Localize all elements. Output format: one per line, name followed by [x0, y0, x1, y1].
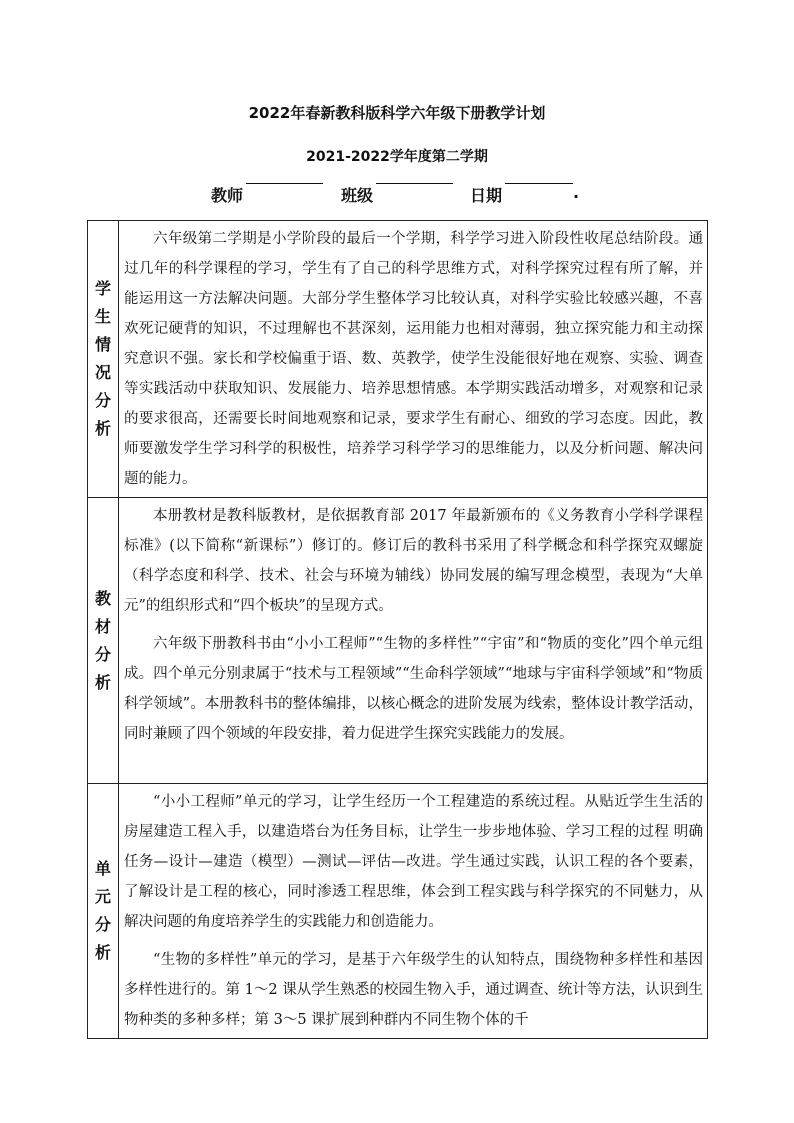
section-paragraph: “小小工程师”单元的学习，让学生经历一个工程建造的系统过程。从贴近学生生活的房屋建造工程入手，以建造塔台为任务目标，让学生一步步地体验、学习工程的过程 明确任务—设计—建造（模型）—测试—评估—改进。学生通过实践，认识工程的各个要素，了解设计是工程的核心，同时渗透工程思维，体会到工程实践与科学探究的不同魅力，从解决问题的角度培养学生的实践能力和创造能力。	[124, 794, 703, 930]
section-paragraph: 六年级下册教科书由“小小工程师”“生物的多样性”“宇宙”和“物质的变化”四个单元组成。四个单元分别隶属于“技术与工程领域”“生命科学领域”“地球与宇宙科学领域”和“物质科学领域”。本册教科书的整体编排，以核心概念的进阶发展为线索，整体设计教学活动，同时兼顾了四个领域的年段安排，着力促进学生探究实践能力的发展。	[124, 636, 703, 742]
section-label-char: 单	[94, 859, 111, 878]
section-label-char: 教	[94, 588, 111, 608]
class-label: 班级	[341, 186, 374, 205]
section-label	[88, 498, 119, 784]
section-content	[119, 221, 708, 498]
section-label-char: 析	[94, 672, 111, 692]
section-label-char: 析	[94, 419, 111, 438]
class-blank	[376, 183, 453, 184]
date-label: 日期	[470, 186, 503, 205]
header-info-line	[211, 183, 611, 207]
plan-table	[87, 220, 708, 1039]
section-label-char: 分	[94, 644, 111, 664]
section-row-unit-analysis	[88, 784, 708, 1039]
section-row-student-analysis	[88, 221, 708, 498]
end-mark: .	[573, 183, 580, 202]
teacher-blank	[246, 183, 323, 184]
teacher-label: 教师	[211, 186, 244, 205]
section-label-char: 元	[94, 887, 111, 906]
date-blank	[505, 183, 573, 184]
document-subtitle: 2021-2022学年度第二学期	[306, 149, 488, 165]
section-paragraph: 本册教材是教科版教材，是依据教育部 2017 年最新颁布的《义务教育小学科学课程标准》(以下简称“新课标”）修订的。修订后的教科书采用了科学概念和科学探究双螺旋（科学态度和科学、技术、社会与环境为辅线）协同发展的编写理念模型，表现为“大单元”的组织形式和“四个板块”的呈现方式。	[124, 508, 703, 614]
section-paragraph: 六年级第二学期是小学阶段的最后一个学期，科学学习进入阶段性收尾总结阶段。通过几年的科学课程的学习，学生有了自己的科学思维方式，对科学探究过程有所了解，并能运用这一方法解决问题。大部分学生整体学习比较认真，对科学实验比较感兴趣，不喜欢死记硬背的知识，不过理解也不甚深刻，运用能力也相对薄弱，独立探究能力和主动探究意识不强。家长和学校偏重于语、数、英教学，使学生没能很好地在观察、实验、调查等实践活动中获取知识、发展能力、培养思想情感。本学期实践活动增多，对观察和记录的要求很高，还需要长时间地观察和记录，要求学生有耐心、细致的学习态度。因此，教师要激发学生学习科学的积极性，培养学习科学学习的思维能力，以及分析问题、解决问题的能力。	[124, 231, 703, 487]
document-title: 2022年春新教科版科学六年级下册教学计划	[248, 104, 546, 122]
section-label-char: 分	[94, 915, 111, 934]
section-paragraph: “生物的多样性”单元的学习，是基于六年级学生的认知特点，围绕物种多样性和基因多样性进行的。第 1～2 课从学生熟悉的校园生物入手，通过调查、统计等方法，认识到生物种类的多种多样；第 3～5 课扩展到种群内不同生物个体的千	[124, 952, 703, 1028]
section-content	[119, 498, 708, 784]
section-label-char: 情	[94, 335, 111, 354]
section-label-char: 材	[94, 616, 111, 636]
section-label-char: 生	[94, 307, 111, 326]
section-label-char: 析	[94, 943, 111, 962]
section-label	[88, 784, 119, 1039]
section-label-char: 况	[94, 363, 111, 382]
section-label	[88, 221, 119, 498]
section-content	[119, 784, 708, 1039]
section-label-char: 学	[94, 279, 111, 298]
section-label-char: 分	[94, 391, 111, 410]
section-row-textbook-analysis	[88, 498, 708, 784]
